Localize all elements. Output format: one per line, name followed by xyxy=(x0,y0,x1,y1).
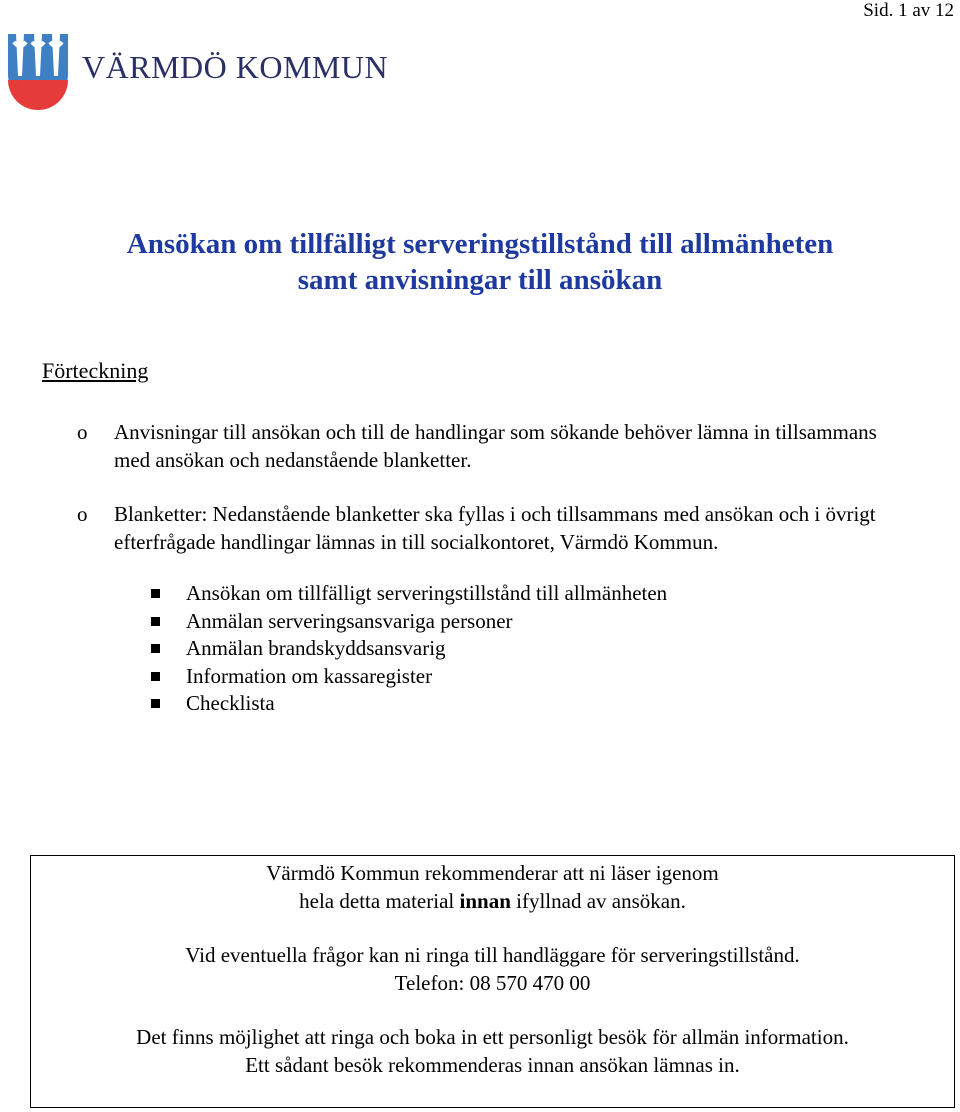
title-line-2: samt anvisningar till ansökan xyxy=(297,264,663,296)
square-bullet-icon xyxy=(151,644,160,653)
list-marker: o xyxy=(77,502,88,526)
form-name: Anmälan serveringsansvariga personer xyxy=(186,608,513,633)
info-line: hela detta material innan ifyllnad av ansökan. xyxy=(299,888,686,913)
square-bullet-icon xyxy=(151,589,160,598)
square-bullet-icon xyxy=(151,672,160,681)
form-name: Checklista xyxy=(186,691,275,715)
toc-item-text: Blanketter: Nedanstående blanketter ska fyllas i och tillsammans med ansökan och i övrigt efterfrågade handlingar lämnas in till socialkontoret, Värmdö Kommun. xyxy=(114,502,876,554)
info-line: Vid eventuella frågor kan ni ringa till handläggare för serveringstillstånd. xyxy=(185,943,800,967)
list-item xyxy=(0,580,960,608)
square-bullet-icon xyxy=(151,617,160,626)
list-item xyxy=(0,690,960,718)
list-marker: o xyxy=(77,420,88,444)
coat-of-arms-icon xyxy=(6,30,70,110)
info-box xyxy=(30,855,955,1108)
info-line: Ett sådant besök rekommenderas innan ansökan lämnas in. xyxy=(245,1052,740,1077)
square-bullet-icon xyxy=(151,699,160,708)
form-name: Information om kassaregister xyxy=(186,663,433,688)
title-line-1: Ansökan om tillfälligt serveringstillstånd till allmänheten xyxy=(126,228,834,260)
municipality-logo xyxy=(6,30,388,110)
form-name: Anmälan brandskyddsansvarig xyxy=(186,636,446,660)
toc-heading: Förteckning xyxy=(42,358,149,383)
page-number: Sid. 1 av 12 xyxy=(863,0,954,21)
forms-list xyxy=(0,580,960,718)
list-item xyxy=(0,663,960,691)
phone-number: Telefon: 08 570 470 00 xyxy=(394,970,591,995)
list-item xyxy=(0,635,960,663)
emphasis-text: innan xyxy=(459,888,511,913)
form-name: Ansökan om tillfälligt serveringstillstånd till allmänheten xyxy=(186,581,668,605)
logo-wordmark: VÄRMDÖ KOMMUN xyxy=(82,48,389,85)
info-line: Det finns möjlighet att ringa och boka in ett personligt besök för allmän information. xyxy=(136,1025,849,1049)
list-item xyxy=(0,608,960,636)
document-title xyxy=(0,226,960,298)
toc-item-text: Anvisningar till ansökan och till de handlingar som sökande behöver lämna in tillsammans med ansökan och nedanstående blanketter. xyxy=(114,420,877,472)
info-line: Värmdö Kommun rekommenderar att ni läser igenom xyxy=(266,861,719,885)
